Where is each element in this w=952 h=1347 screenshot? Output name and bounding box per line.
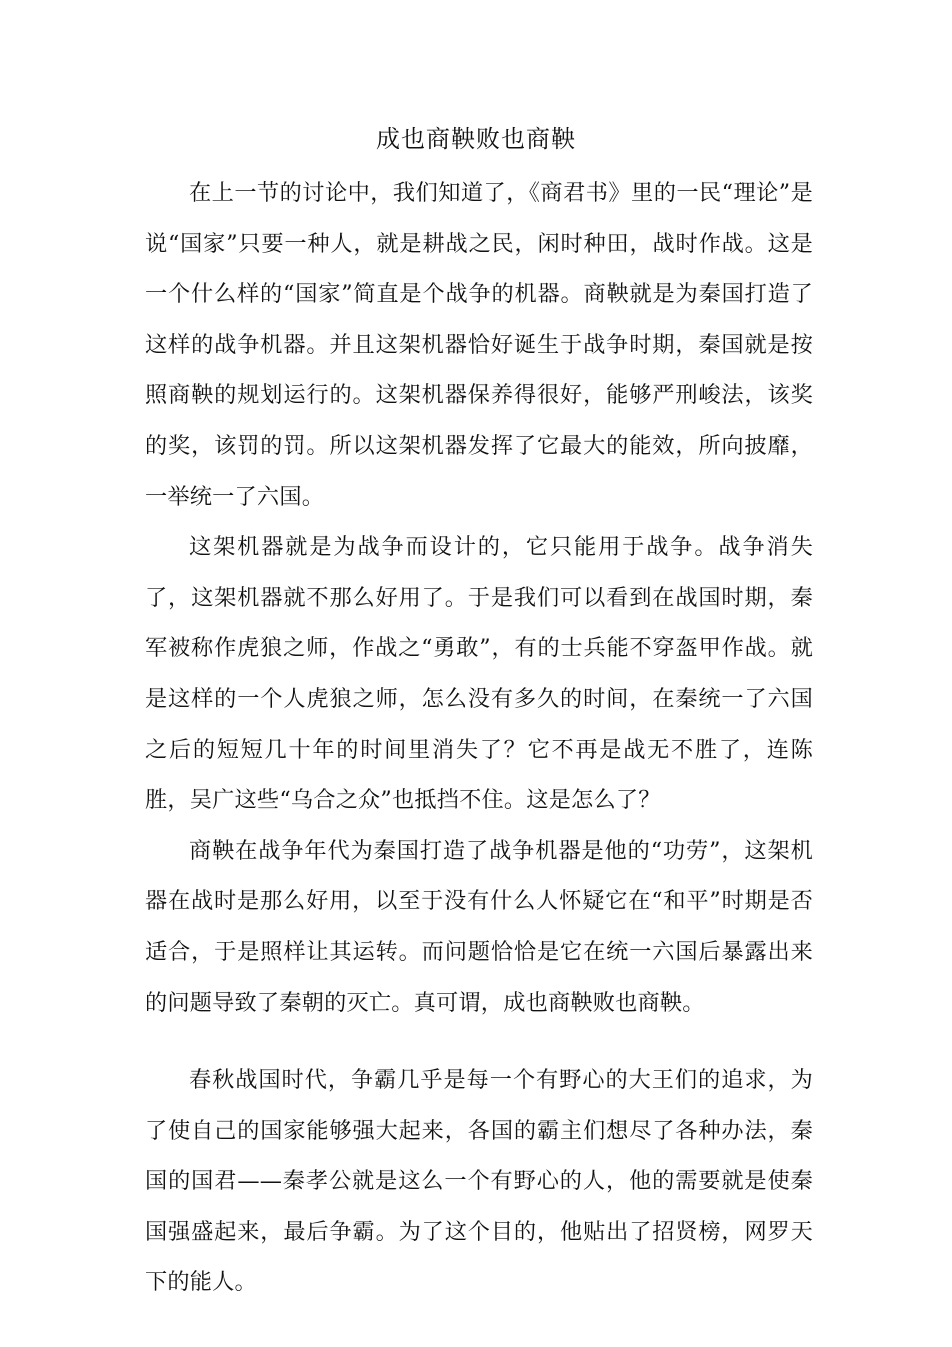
document-title: 成也商鞅败也商鞅 [376,125,576,153]
paragraph-1: 在上一节的讨论中，我们知道了，《商君书》里的一民“理论”是说“国家”只要一种人，就是耕战之民，闲时种田，战时作战。这是一个什么样的“国家”简直是个战争的机器。商鞅就是为秦国打造了这样的战争机器。并且这架机器恰好诞生于战争时期，秦国就是按照商鞅的规划运行的。这架机器保养得很好，能够严刑峻法，该奖的奖，该罚的罚。所以这架机器发挥了它最大的能效，所向披靡，一举统一了六国。 [145,180,813,510]
paragraph-3: 商鞅在战争年代为秦国打造了战争机器是他的“功劳”，这架机器在战时是那么好用，以至于没有什么人怀疑它在“和平”时期是否适合，于是照样让其运转。而问题恰恰是它在统一六国后暴露出来的问题导致了秦朝的灭亡。真可谓，成也商鞅败也商鞅。 [145,837,813,1016]
paragraph-2: 这架机器就是为战争而设计的，它只能用于战争。战争消失了，这架机器就不那么好用了。于是我们可以看到在战国时期，秦军被称作虎狼之师，作战之“勇敢”，有的士兵能不穿盔甲作战。就是这样的一个人虎狼之师，怎么没有多久的时间，在秦统一了六国之后的短短几十年的时间里消失了？它不再是战无不胜了，连陈胜，吴广这些“乌合之众”也抵挡不住。这是怎么了？ [145,534,813,814]
paragraph-4: 春秋战国时代，争霸几乎是每一个有野心的大王们的追求，为了使自己的国家能够强大起来，各国的霸主们想尽了各种办法，秦国的国君——秦孝公就是这么一个有野心的人，他的需要就是使秦国强盛起来，最后争霸。为了这个目的，他贴出了招贤榜，网罗天下的能人。 [145,1067,813,1296]
document-body [145,168,813,1308]
